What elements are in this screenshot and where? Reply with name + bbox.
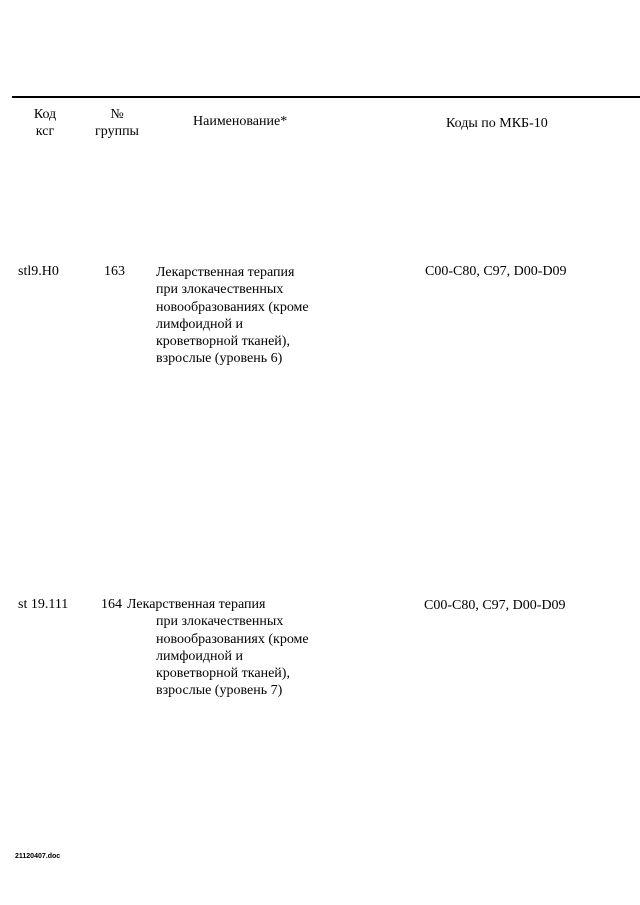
row-1-name-line: взрослые (уровень 6) [156,351,283,367]
row-2-name-line: лимфоидной и [156,648,244,664]
header-group-line-1: № [110,107,124,122]
header-code-line-1: Код [33,107,57,122]
header-icd: Коды по МКБ-10 [446,116,548,131]
row-1-name [156,264,309,368]
row-2-name [127,596,309,700]
row-1-code: stl9.H0 [18,264,59,279]
row-1-icd: C00-C80, C97, D00-D09 [425,264,567,279]
header-code [22,106,68,140]
row-2-name-line: при злокачественных [156,614,284,630]
row-2-name-line: кроветворной тканей), [156,666,290,682]
header-code-line-2: ксг [35,124,55,139]
header-name: Наименование* [193,114,288,129]
row-2-name-line: новообразованиях (кроме [156,631,309,647]
row-1-group: 163 [104,264,125,279]
row-1-name-line: новообразованиях (кроме [156,299,309,315]
header-group-line-2: группы [95,124,139,139]
row-2-name-line: взрослые (уровень 7) [156,683,283,699]
footer-filename: 21120407.doc [15,853,61,860]
row-2-name-line: Лекарственная терапия [127,597,266,612]
row-2-group: 164 [101,597,122,612]
row-2-code: st 19.111 [18,597,69,612]
header-group [88,106,146,140]
row-1-name-line: кроветворной тканей), [156,334,290,350]
header-top-rule [12,96,640,98]
row-1-name-line: Лекарственная терапия [156,265,295,280]
row-2-icd: C00-C80, C97, D00-D09 [424,598,566,613]
row-1-name-line: лимфоидной и [156,316,244,332]
row-1-name-line: при злокачественных [156,282,284,298]
